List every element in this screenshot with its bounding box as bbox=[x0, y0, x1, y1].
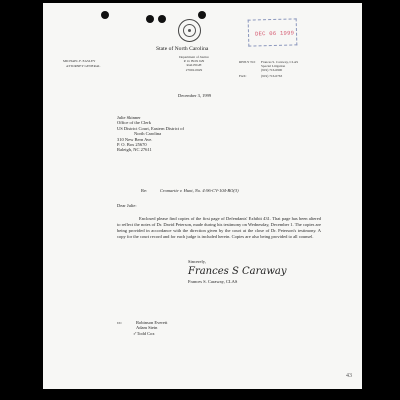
binder-hole-4 bbox=[198, 11, 206, 19]
binder-hole-1 bbox=[101, 11, 109, 19]
letter-page bbox=[43, 3, 362, 389]
recipient-line-2: Office of the Clerk bbox=[117, 120, 152, 126]
recipient-line-4: North Carolina bbox=[134, 131, 162, 137]
signatory-name: Frances S. Caraway, CLAS bbox=[188, 279, 238, 284]
state-seal-icon bbox=[178, 19, 201, 42]
reply-to-line-1: Frances S. Caraway, CLAS bbox=[261, 60, 299, 64]
binder-hole-2 bbox=[146, 15, 154, 23]
recipient-line-6: P. O. Box 25670 bbox=[117, 142, 147, 148]
letterhead-center bbox=[170, 55, 218, 72]
recipient-address bbox=[117, 115, 184, 153]
letter-date: December 3, 1999 bbox=[178, 93, 212, 98]
recipient-line-1: Julie Skinner bbox=[117, 115, 141, 120]
department-name: Department of Justice bbox=[179, 55, 209, 59]
cc-list bbox=[133, 320, 168, 336]
cc-item-3: ✓Todd Cox bbox=[133, 330, 155, 336]
address-line-2: RALEIGH bbox=[186, 63, 202, 68]
salutation: Dear Julie: bbox=[117, 203, 137, 208]
attorney-general-name: MICHAEL F. EASLEY bbox=[63, 59, 96, 63]
reply-to-line-3: (919) 716-6900 bbox=[261, 68, 283, 73]
reply-to-label: REPLY TO: bbox=[239, 60, 256, 64]
recipient-line-7: Raleigh, NC 27611 bbox=[117, 147, 152, 153]
cc-item-2: Adam Stein bbox=[136, 325, 158, 331]
letterhead-state: State of North Carolina bbox=[156, 46, 209, 52]
signature: Frances S Caraway bbox=[188, 266, 287, 277]
cc-label: cc: bbox=[117, 320, 123, 325]
reply-to-line-2: Special Litigation bbox=[261, 64, 286, 69]
cc-item-1: Robinson Everett bbox=[136, 320, 168, 325]
re-label: Re: bbox=[141, 188, 148, 193]
attorney-general-title: ATTORNEY GENERAL bbox=[66, 64, 101, 68]
fax-value: (919) 716-6763 bbox=[261, 74, 283, 78]
address-line-1: P. O. BOX 629 bbox=[183, 59, 205, 64]
address-line-3: 27602-0629 bbox=[185, 67, 203, 72]
re-value: Cromartie v. Hunt, No. 4:96-CV-104-BO(3) bbox=[160, 188, 239, 193]
stamp-date: DEC 06 1999 bbox=[254, 29, 295, 38]
closing: Sincerely, bbox=[188, 259, 206, 264]
reply-to-block bbox=[261, 60, 298, 73]
received-stamp bbox=[248, 18, 298, 46]
binder-hole-3 bbox=[158, 15, 166, 23]
recipient-line-3: US District Court, Eastern District of bbox=[117, 125, 184, 131]
page-number: 43 bbox=[346, 373, 352, 379]
fax-label: FAX: bbox=[239, 74, 247, 78]
letter-body: Enclosed please find copies of the first page of Defendants' Exhibit 431. That page has been altered to reflect the notes of Dr. David Peterson, made during his testimony on Wednesday, December 1. The copies are being provided in accordance with the direction given by the court at the close of Dr. Peterson's testimony. A copy for the court record and for each judge is included herein. Copies are also being provided to all counsel. bbox=[117, 216, 321, 240]
recipient-line-5: 310 New Bern Ave. bbox=[117, 136, 153, 142]
